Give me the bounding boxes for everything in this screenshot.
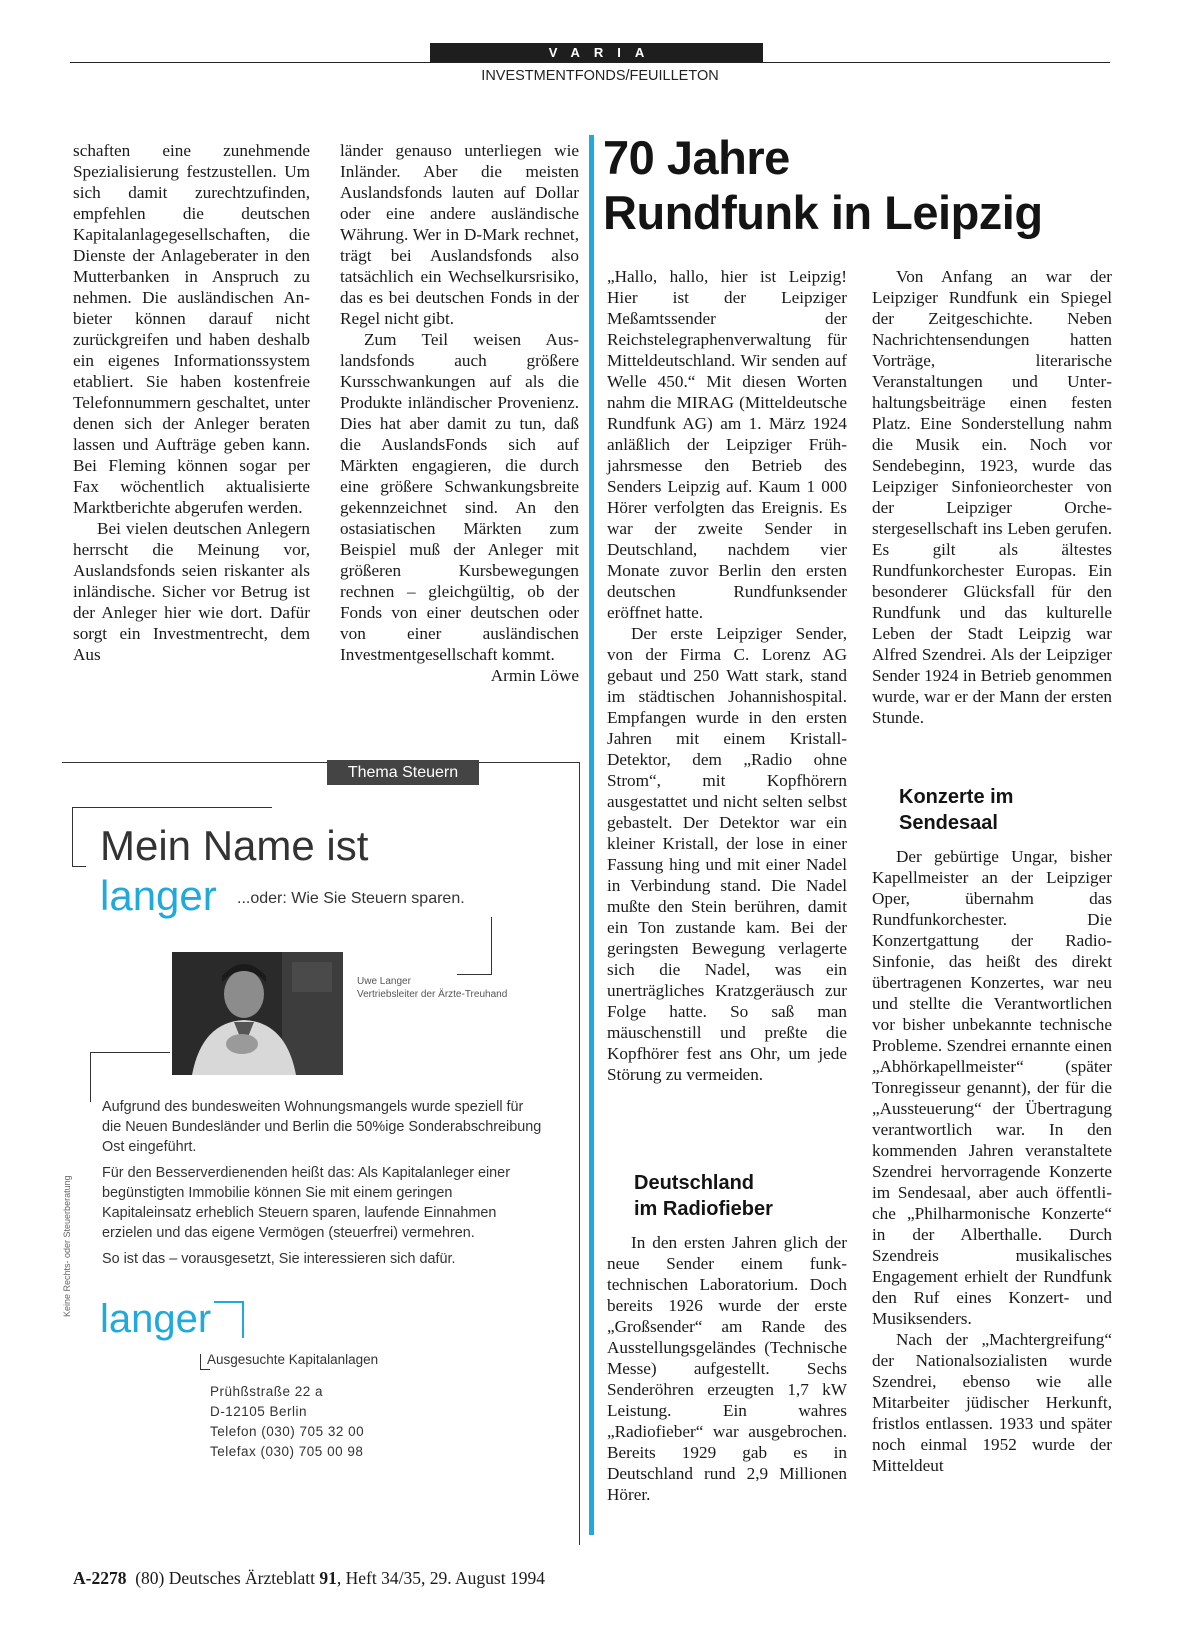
paragraph <box>340 329 579 685</box>
ad-bracket <box>90 1052 170 1053</box>
paragraph: schaften eine zunehmende Spezialisierung festzustellen. Um sich damit zurechtzufinden, empfehlen die deutschen Kapitalanlagegesellschaften, die Dienste der Anlageberater in den Mutterbanken in Anspruch zu nehmen. Die ausländischen Anbieter können darauf nicht zurückgreifen und haben deshalb ein eigenes Informationssystem etabliert. Sie haben kostenfreie Telefonnummern geschaltet, unter denen sich der Anleger beraten lassen und Aufträge geben kann. Bei Fleming können sogar per Fax wöchentlich aktualisierte Marktberichte abgerufen werden. <box>73 141 310 517</box>
ad-bracket <box>90 1052 91 1102</box>
ad-disclaimer <box>62 1097 76 1317</box>
paragraph: In den ersten Jahren glich der neue Sender einem funktechnischen Laboratorium. Doch bereits 1926 wurde der erste „Großsender“ am Rande des Ausstellungsgeländes (Technische Messe) aufgestellt. Sechs Senderöhren erzeugten 1,7 kW Leistung. Ein wahres „Radiofieber“ war ausgebrochen. Bereits 1929 gab es in Deutschland rund 2,9 Millionen Hörer. <box>607 1233 847 1504</box>
ad-subtitle: ...oder: Wie Sie Steuern sparen. <box>237 890 465 907</box>
address-street: Prühßstraße 22 a <box>210 1384 324 1399</box>
section-label: INVESTMENTFONDS/FEUILLETON <box>481 68 719 84</box>
subheading-line: Konzerte im <box>899 786 1014 808</box>
section-bar: VARIA <box>430 43 763 62</box>
ad-bracket <box>491 917 492 975</box>
logo-mark <box>242 1301 244 1338</box>
portrait-photo <box>172 952 343 1075</box>
ad-bracket <box>200 1354 201 1370</box>
photo-caption <box>357 975 507 1001</box>
address-fax: Telefax (030) 705 00 98 <box>210 1444 364 1459</box>
ad-title: Mein Name ist <box>100 822 369 869</box>
paragraph: Bei vielen deutschen Anlegern herrscht die Meinung vor, Auslandsfonds seien riskanter als inländische. Sicher vor Betrug ist der Anleger hier wie dort. Dafür sorgt ein Investmentrecht, dem Aus <box>73 519 310 664</box>
volume-number: 91 <box>319 1568 337 1588</box>
caption-name: Uwe Langer <box>357 976 411 987</box>
ad-bracket <box>72 807 73 867</box>
advertisement <box>62 762 580 1545</box>
left-article-column-2 <box>340 140 579 686</box>
ad-paragraph: Aufgrund des bundesweiten Wohnungsmangels wurde speziell für die Neuen Bundesländer und Berlin die 50%ige Sonderabschreibung Ost eingeführt. <box>102 1099 542 1155</box>
company-tagline: Ausgesuchte Kapitalanlagen <box>207 1352 379 1367</box>
subheading-line: Sendesaal <box>899 812 998 834</box>
accent-rule <box>589 135 594 1535</box>
ad-body <box>102 1097 542 1275</box>
right-article-column-1 <box>607 266 847 1085</box>
right-article-column-2b <box>872 846 1112 1476</box>
article-headline <box>603 130 1123 240</box>
paragraph-text: Zum Teil weisen Auslandsfonds auch größere Kursschwankungen auf als die Produkte inländischer Provenienz. Dies hat aber damit zu tun, daß die AuslandsFonds sich auf Märkten engagieren, die durch eine größere Schwankungsbreite gekennzeichnet sind. An den ostasiatischen Märkten zum Beispiel muß der Anleger mit größeren Kursbewegungen rechnen – gleichgültig, ob der Fonds von einer deutschen oder von einer ausländischen Investmentgesellschaft kommt. <box>340 330 579 664</box>
headline-line-2: Rundfunk in Leipzig <box>603 186 1043 239</box>
right-article-column-2 <box>872 266 1112 728</box>
ad-title-name: langer <box>100 872 217 919</box>
paragraph: Von Anfang an war der Leipziger Rundfunk ein Spiegel der Zeitgeschichte. Neben Nachrichtensendungen hatten Vorträge, literarische Veranstaltungen und Unterhaltungsbeiträge einen festen Platz. Eine Sonderstellung nahm die Musik ein. Noch vor Sendebeginn, 1923, wurde das Leipziger Sinfonieorchester von der Leipziger Orchestergesellschaft ins Leben gerufen. Es gilt als ältestes Rundfunkorchester Europas. Ein besonderer Glücksfall für den Rundfunk und das kulturelle Leben der Stadt Leipzig war Alfred Szendrei. Als der Leipziger Sender 1924 in Betrieb genommen wurde, war er der Mann der ersten Stunde. <box>872 267 1112 727</box>
ad-tag: Thema Steuern <box>327 760 479 785</box>
citation-issue: , Heft 34/35, 29. August 1994 <box>336 1568 545 1588</box>
logo-mark <box>214 1301 244 1303</box>
right-article-column-1b <box>607 1232 847 1505</box>
caption-role: Vertriebsleiter der Ärzte-Treuhand <box>357 989 508 1000</box>
subheading-line: Deutschland <box>634 1172 755 1194</box>
paragraph: Nach der „Machtergreifung“ der Nationalsozialisten wurde Szendrei, ebenso wie alle Mitarbeiter jüdischer Herkunft, fristlos entlassen. 1933 und später noch einmal 1952 wurde der Mitteldeut <box>872 1330 1112 1475</box>
paragraph: „Hallo, hallo, hier ist Leipzig! Hier ist der Leipziger Meßamtssender der Reichstelegraphenverwaltung für Mitteldeutschland. Wir senden auf Welle 450.“ Mit diesen Worten nahm die MIRAG (Mitteldeutsche Rundfunk AG) am 1. März 1924 anläßlich der Leipziger Frühjahrsmesse den Betrieb des Senders Leipzig auf. Kaum 1 000 Hörer verfolgten das Ereignis. Es war der zweite Sender in Deutschland, nachdem vier Monate zuvor Berlin den ersten deutschen Rundfunksender eröffnet hatte. <box>607 267 847 622</box>
left-article-column-1 <box>73 140 310 665</box>
company-address <box>210 1382 364 1462</box>
author-signature: Armin Löwe <box>490 666 579 685</box>
subheading-deutschland <box>634 1170 854 1222</box>
ad-frame <box>579 762 580 1545</box>
page-footer <box>73 1568 545 1589</box>
disclaimer-text: Keine Rechts- oder Steuerberatung <box>62 1175 72 1317</box>
address-city: D-12105 Berlin <box>210 1404 308 1419</box>
ad-frame <box>62 762 580 763</box>
header-rule <box>70 62 1110 63</box>
ad-bracket <box>72 866 86 867</box>
citation-text: (80) Deutsches Ärzteblatt <box>135 1568 320 1588</box>
subheading-line: im Radiofieber <box>634 1198 773 1220</box>
portrait-illustration <box>172 952 343 1075</box>
headline-line-1: 70 Jahre <box>603 131 790 184</box>
paragraph: Der gebürtige Ungar, bisher Kapellmeister an der Leipziger Oper, übernahm das Rundfunkorchester. Die Konzertgattung der Radio-Sinfonie, das heißt des direkt übertragenen Konzertes, war neu und stellte die Verantwortlichen vor bisher unbekannte technische Probleme. Szendrei ernannte einen „Abhörkapellmeister“ (später Tonregisseur genannt), der für die „Aussteuerung“ der Übertragung verantwortlich war. In den kommenden Jahren veranstaltete Szendrei hervorragende Konzerte im Sendesaal, aber auch öffentliche „Philharmonische Konzerte“ in der Alberthalle. Durch Szendreis musikalisches Engagement erhielt der Rundfunk den Ruf eines Konzert- und Musiksenders. <box>872 847 1112 1328</box>
paragraph: länder genauso unterliegen wie Inländer. Aber die meisten Auslandsfonds lauten auf Dollar oder eine andere ausländische Währung. Wer in D-Mark rechnet, trägt bei Auslandsfonds also tatsächlich ein Wechselkursrisiko, das es bei deutschen Fonds in der Regel nicht gibt. <box>340 141 579 328</box>
page-reference: A-2278 <box>73 1568 127 1588</box>
paragraph: Der erste Leipziger Sender, von der Firma C. Lorenz AG gebaut und 250 Watt stark, stand im städtischen Johannishospital. Empfangen wurde in den ersten Jahren mit einem Kristall-Detektor, dem „Radio ohne Strom“, mit Kopfhörern ausgestattet und nicht selten selbst gebastelt. Der Detektor war ein kleiner Kristall, der lose in einer Fassung hing und mit einer Nadel in Verbindung stand. Die Nadel mußte den Stein berühren, damit ein Ton zustande kam. Bei der geringsten Bewegung verlagerte sich die Nadel, was ein unerträgliches Kratzgeräusch zur Folge hatte. So saß man mäuschenstill und preßte die Kopfhörer fest ans Ohr, um jede Störung zu vermeiden. <box>607 624 847 1084</box>
subheading-konzerte <box>899 784 1109 836</box>
address-phone: Telefon (030) 705 32 00 <box>210 1424 365 1439</box>
company-logo: langer <box>100 1297 212 1341</box>
ad-bracket <box>200 1369 210 1370</box>
ad-bracket <box>72 807 272 808</box>
ad-paragraph: So ist das – vorausgesetzt, Sie interessieren sich dafür. <box>102 1251 456 1267</box>
ad-paragraph: Für den Besserverdienenden heißt das: Als Kapitalanleger einer begünstigten Immobilie können Sie mit einem geringen Kapitaleinsatz erheblich Steuern sparen, laufende Einnahmen erzielen und das eigene Vermögen (steuerfrei) vermehren. <box>102 1165 510 1241</box>
